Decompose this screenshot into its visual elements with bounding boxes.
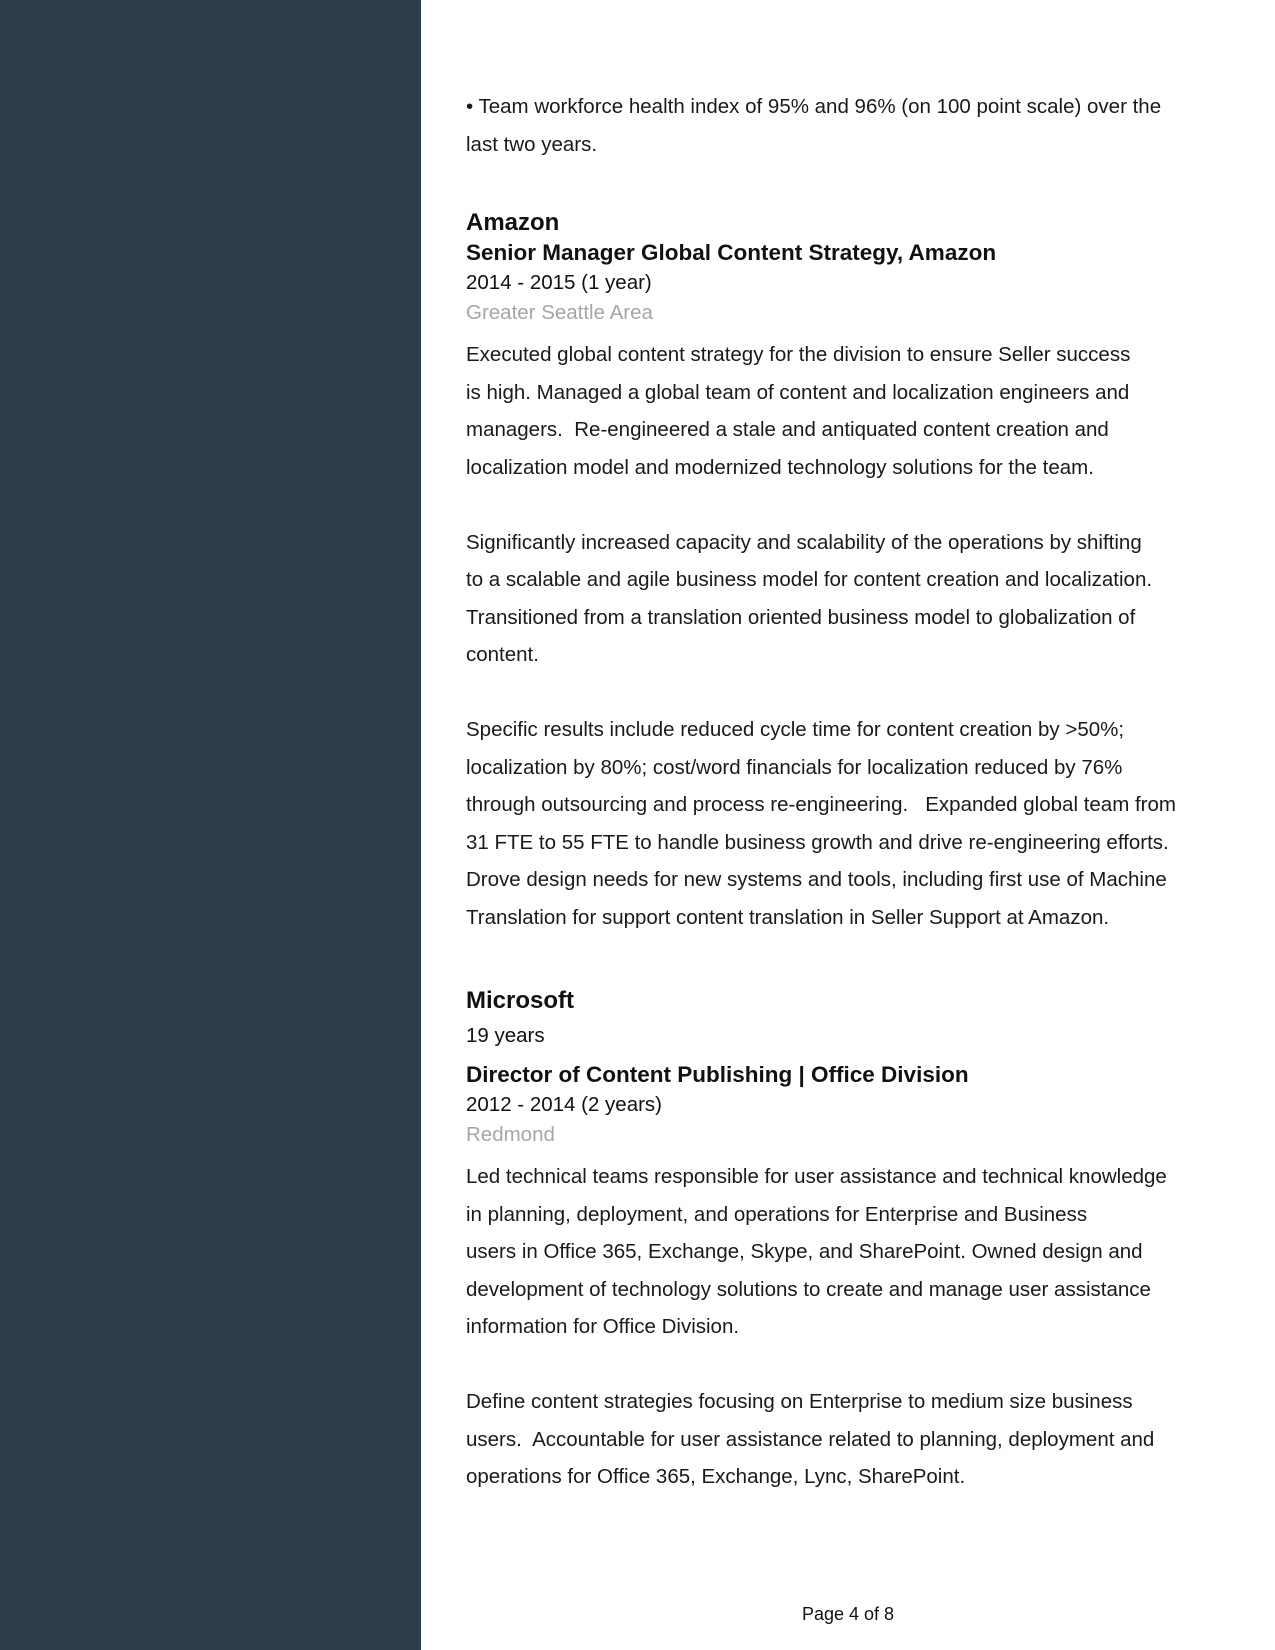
text-line: Led technical teams responsible for user assistance and technical knowledge (466, 1165, 1167, 1188)
text-line: managers. Re-engineered a stale and antiquated content creation and (466, 418, 1109, 441)
text-line: operations for Office 365, Exchange, Lync, SharePoint. (466, 1465, 966, 1488)
text-line: through outsourcing and process re-engineering. Expanded global team from (466, 793, 1176, 816)
amazon-section (466, 208, 1236, 936)
company-tenure: 19 years (466, 1024, 545, 1047)
text-line: Define content strategies focusing on Enterprise to medium size business (466, 1390, 1133, 1413)
company-name: Amazon (466, 209, 560, 236)
description-paragraph (466, 1383, 1236, 1496)
text-line: Drove design needs for new systems and tools, including first use of Machine (466, 868, 1167, 891)
role-title: Senior Manager Global Content Strategy, Amazon (466, 240, 997, 265)
microsoft-section (466, 986, 1236, 1496)
text-line: Executed global content strategy for the division to ensure Seller success (466, 343, 1131, 366)
text-line: users in Office 365, Exchange, Skype, and SharePoint. Owned design and (466, 1240, 1143, 1263)
text-line: content. (466, 643, 539, 666)
text-line: Translation for support content translation in Seller Support at Amazon. (466, 905, 1110, 929)
text-line: Transitioned from a translation oriented business model to globalization of (466, 605, 1136, 629)
company-name: Microsoft (466, 987, 574, 1014)
text-line: last two years. (466, 132, 598, 156)
text-line: localization model and modernized technology solutions for the team. (466, 455, 1094, 479)
text-line: 31 FTE to 55 FTE to handle business growth and drive re-engineering efforts. (466, 830, 1169, 854)
sidebar-panel (0, 0, 421, 1650)
role-dates: 2014 - 2015 (1 year) (466, 271, 652, 294)
continuation-bullet (466, 88, 1236, 163)
description-paragraph (466, 1158, 1236, 1346)
role-title: Director of Content Publishing | Office Division (466, 1062, 969, 1087)
page-number: Page 4 of 8 (801, 1604, 895, 1624)
resume-content (466, 88, 1236, 1496)
role-location: Greater Seattle Area (466, 301, 653, 324)
text-line: localization by 80%; cost/word financials for localization reduced by 76% (466, 755, 1123, 779)
text-line: users. Accountable for user assistance related to planning, deployment and (466, 1427, 1155, 1451)
description-paragraph (466, 336, 1236, 486)
text-line: information for Office Division. (466, 1315, 740, 1338)
text-line: Specific results include reduced cycle time for content creation by >50%; (466, 718, 1125, 741)
role-dates: 2012 - 2014 (2 years) (466, 1093, 663, 1116)
text-line: Significantly increased capacity and scalability of the operations by shifting (466, 530, 1142, 554)
text-line: • Team workforce health index of 95% and 96% (on 100 point scale) over the (466, 95, 1162, 118)
description-paragraph (466, 524, 1236, 674)
role-location: Redmond (466, 1123, 555, 1146)
text-line: to a scalable and agile business model for content creation and localization. (466, 568, 1153, 591)
text-line: development of technology solutions to create and manage user assistance (466, 1277, 1151, 1301)
description-paragraph (466, 711, 1236, 936)
text-line: is high. Managed a global team of content and localization engineers and (466, 380, 1130, 404)
text-line: in planning, deployment, and operations for Enterprise and Business (466, 1202, 1088, 1226)
